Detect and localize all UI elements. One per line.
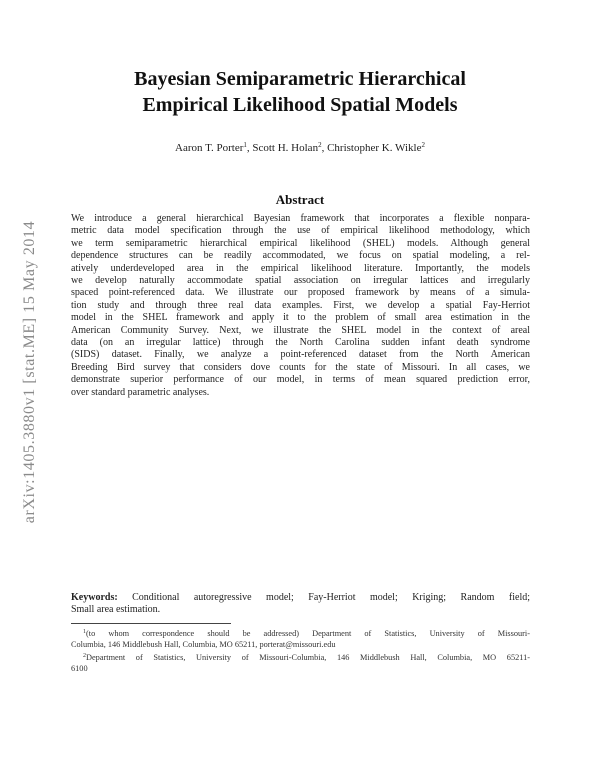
arxiv-identifier-stamp (20, 182, 40, 562)
abstract-line: over standard parametric analyses. (71, 386, 210, 398)
keywords-section (71, 592, 530, 617)
arxiv-identifier-text: arXiv:1405.3880v1 [stat.ME] 15 May 2014 (21, 220, 38, 524)
abstract-line: we develop naturally accommodate spatial association on irregular lattices and irregularly (71, 275, 530, 287)
footnote-text: Department of Statistics, University of Missouri-Columbia, 146 Middlebush Hall, Columbia, MO 65211- (86, 653, 530, 663)
keywords-label: Keywords: (71, 592, 118, 603)
footnote-text-continued: Columbia, 146 Middlebush Hall, Columbia, MO 65211, porterat@missouri.edu (71, 639, 336, 649)
abstract-heading: Abstract (275, 192, 325, 207)
author-affiliation-mark: 2 (421, 141, 425, 149)
keywords-text: Conditional autoregressive model; Fay-Herriot model; Kriging; Random field; (132, 592, 531, 603)
keywords-text-continued: Small area estimation. (71, 604, 161, 616)
footnote-2 (71, 653, 530, 674)
abstract-line: we term semiparametric hierarchical empirical likelihood (SHEL) models. Although general (71, 237, 530, 249)
abstract-line: We introduce a general hierarchical Bayesian framework that incorporates a flexible nonpara- (71, 213, 530, 224)
footnote-divider (71, 623, 231, 624)
footnotes (71, 629, 530, 677)
author-list (70, 142, 530, 154)
paper-title (70, 66, 530, 118)
abstract-line: atively underdeveloped area in the empirical likelihood literature. Importantly, the models (71, 262, 530, 274)
abstract-line: dependence structures can be readily accommodated, we focus on spatial modeling, a rel- (71, 250, 530, 262)
footnote-text-continued: 6100 (71, 663, 88, 673)
author-name: Aaron T. Porter (175, 142, 244, 154)
author-name: Scott H. Holan (252, 142, 319, 154)
author-separator: , (246, 142, 253, 154)
abstract-line: spaced point-referenced data. We illustrate our proposed framework by means of a simula- (71, 287, 530, 299)
abstract-line: American Community Survey. Next, we illustrate the SHEL model in the context of areal (71, 324, 530, 336)
author-separator: , (321, 142, 328, 154)
title-line-1: Bayesian Semiparametric Hierarchical (134, 68, 466, 90)
abstract-body (71, 213, 530, 399)
abstract-line: model in the SHEL framework and apply it to the problem of small area estimation in the (71, 312, 530, 324)
footnote-mark: 1 (83, 629, 86, 635)
footnote-text: (to whom correspondence should be addressed) Department of Statistics, University of Missouri- (86, 629, 530, 638)
author-name: Christopher K. Wikle (327, 142, 422, 154)
abstract-line: metric data model specification through the use of empirical likelihood methodology, which (71, 225, 530, 237)
footnote-1 (71, 629, 530, 650)
author-affiliation-mark: 2 (318, 141, 322, 149)
abstract-line: demonstrate superior performance of our model, in terms of mean squared prediction error, (71, 374, 530, 386)
title-line-2: Empirical Likelihood Spatial Models (142, 94, 458, 116)
abstract-line: data (on an irregular lattice) through the North Carolina sudden infant death syndrome (71, 337, 530, 349)
author-affiliation-mark: 1 (243, 141, 247, 149)
footnote-mark: 2 (83, 653, 86, 660)
abstract-line: Breeding Bird survey that considers dove counts for the state of Missouri. In all cases, we (71, 361, 530, 373)
abstract-line: tion study and through three real data examples. First, we develop a spatial Fay-Herriot (71, 299, 530, 311)
abstract-line: (SIDS) dataset. Finally, we analyze a point-referenced dataset from the North American (71, 349, 530, 361)
